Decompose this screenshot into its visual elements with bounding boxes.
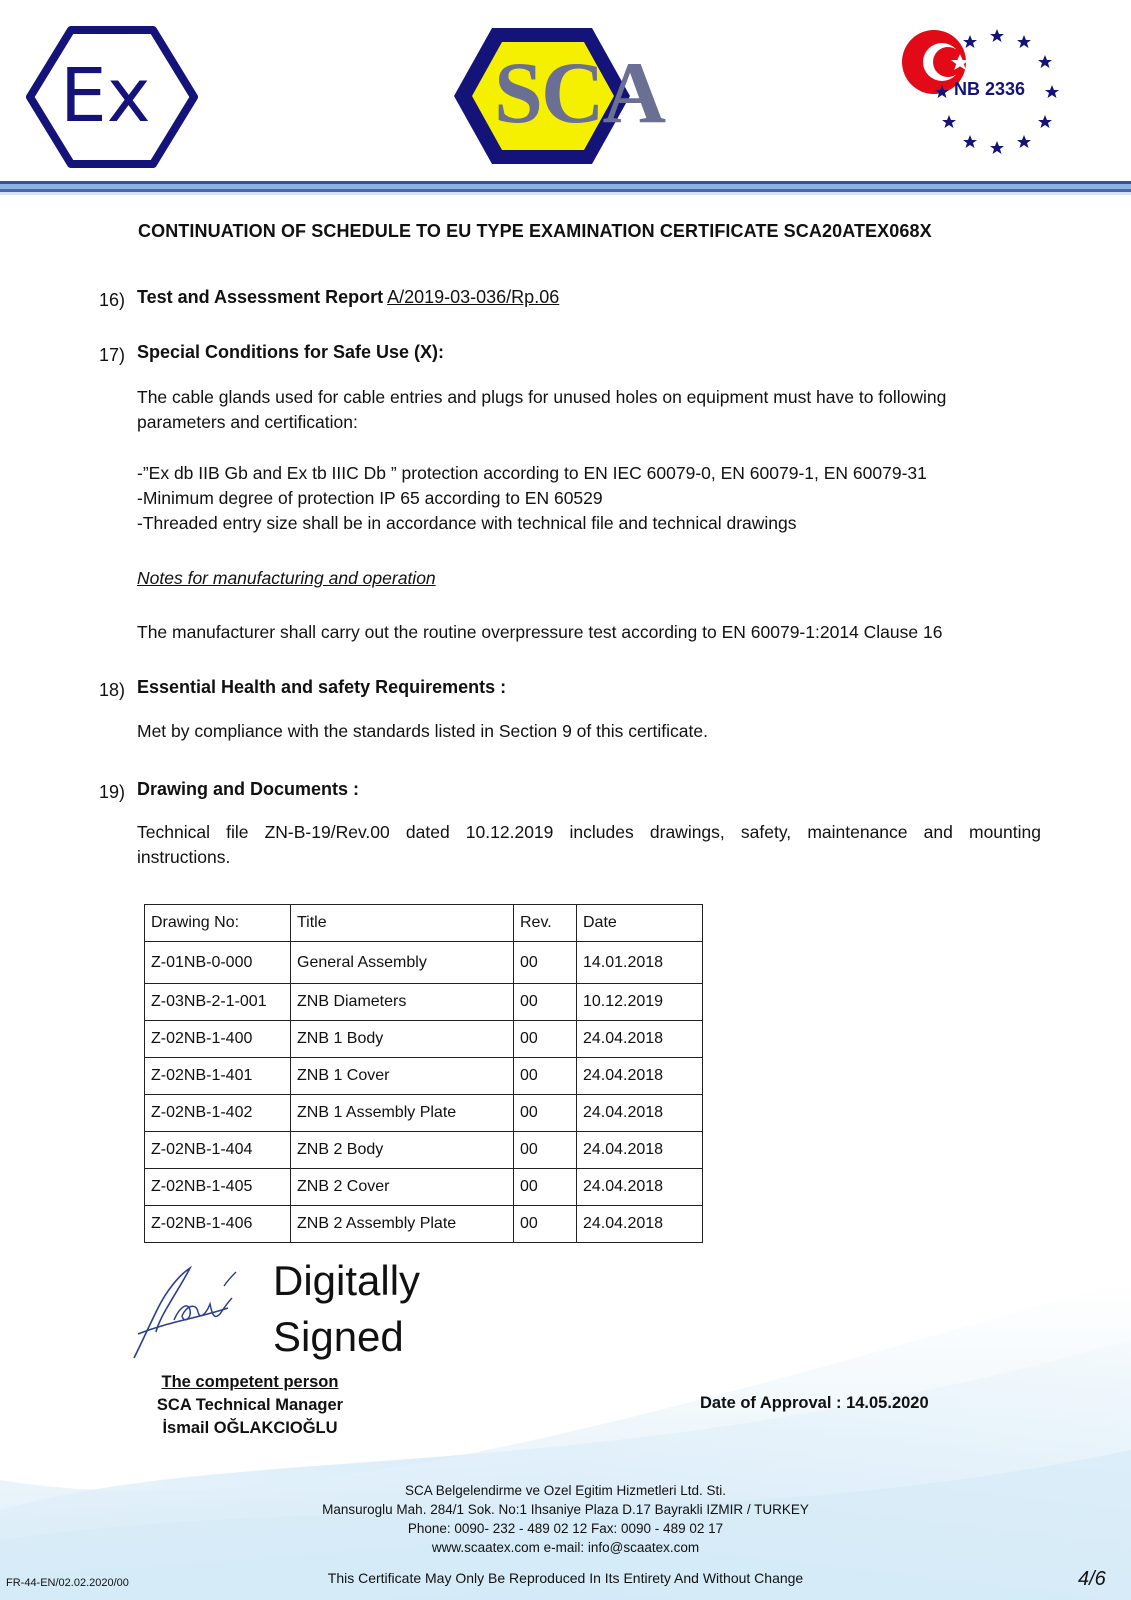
- title-cell: ZNB 1 Assembly Plate: [291, 1095, 514, 1132]
- section-19-number: 19): [99, 782, 126, 802]
- ex-logo: [26, 26, 198, 168]
- table-row: [145, 1169, 703, 1206]
- signatory-title: SCA Technical Manager: [156, 1396, 344, 1414]
- title-cell: ZNB 2 Body: [291, 1132, 514, 1169]
- table-row: [145, 984, 703, 1021]
- section-17-bullet-3: -Threaded entry size shall be in accordance with technical file and technical drawings: [137, 513, 797, 533]
- section-17-bullet-2: -Minimum degree of protection IP 65 according to EN 60529: [137, 488, 603, 508]
- rev-cell: 00: [514, 1058, 577, 1095]
- competent-person-heading: The competent person: [161, 1373, 339, 1391]
- header-cell: Date: [577, 905, 703, 942]
- section-19-text-line1-content: Technical file ZN-B-19/Rev.00 dated 10.12.2019 includes drawings, safety, maintenance and mounting: [137, 822, 1041, 842]
- footer-address: Mansuroglu Mah. 284/1 Sok. No:1 Ihsaniye Plaza D.17 Bayrakli IZMIR / TURKEY: [322, 1502, 809, 1517]
- section-18-text: Met by compliance with the standards listed in Section 9 of this certificate.: [137, 721, 708, 741]
- drawing-no-cell: Z-03NB-2-1-001: [145, 984, 291, 1021]
- table-row: [145, 1132, 703, 1169]
- table-header-row: [145, 905, 703, 942]
- date-cell: 14.01.2018: [577, 942, 703, 984]
- footer-phone: Phone: 0090- 232 - 489 02 12 Fax: 0090 - 489 02 17: [407, 1521, 724, 1536]
- digitally-signed-line1: Digitally: [273, 1257, 421, 1304]
- header-cell: Rev.: [514, 905, 577, 942]
- rev-cell: 00: [514, 1021, 577, 1058]
- section-19-text-line2: instructions.: [137, 847, 231, 867]
- drawings-table: [144, 904, 703, 1243]
- section-16-number: 16): [99, 290, 126, 310]
- sca-logo-text: SCA: [494, 45, 665, 142]
- title-cell: General Assembly: [291, 942, 514, 984]
- sca-logo: [452, 26, 682, 166]
- section-16-heading-line: [137, 287, 559, 308]
- date-cell: 24.04.2018: [577, 1206, 703, 1243]
- section-16-heading: Test and Assessment Report: [137, 287, 384, 307]
- section-17-para1-line1: The cable glands used for cable entries and plugs for unused holes on equipment must have to following: [137, 387, 947, 407]
- header-cell: Drawing No:: [145, 905, 291, 942]
- date-cell: 10.12.2019: [577, 984, 703, 1021]
- section-17-bullet-1: -”Ex db IIB Gb and Ex tb IIIC Db ” protection according to EN IEC 60079-0, EN 60079-1, EN 60079-31: [137, 463, 927, 483]
- footer-company: SCA Belgelendirme ve Ozel Egitim Hizmetleri Ltd. Sti.: [404, 1483, 727, 1498]
- table-row: [145, 1021, 703, 1058]
- drawing-no-cell: Z-02NB-1-406: [145, 1206, 291, 1243]
- drawing-no-cell: Z-02NB-1-402: [145, 1095, 291, 1132]
- section-17-heading: Special Conditions for Safe Use (X):: [137, 342, 445, 362]
- header-cell: Title: [291, 905, 514, 942]
- page-title: CONTINUATION OF SCHEDULE TO EU TYPE EXAMINATION CERTIFICATE SCA20ATEX068X: [138, 221, 932, 241]
- drawing-no-cell: Z-02NB-1-401: [145, 1058, 291, 1095]
- table-row: [145, 942, 703, 984]
- ex-logo-text: Ex: [60, 53, 151, 139]
- title-cell: ZNB 2 Assembly Plate: [291, 1206, 514, 1243]
- report-reference: A/2019-03-036/Rp.06: [387, 287, 560, 307]
- form-code: FR-44-EN/02.02.2020/00: [6, 1577, 129, 1589]
- title-cell: ZNB 2 Cover: [291, 1169, 514, 1206]
- handwritten-signature: [128, 1262, 246, 1362]
- page-number: 4/6: [1078, 1568, 1106, 1590]
- title-cell: ZNB Diameters: [291, 984, 514, 1021]
- drawing-no-cell: Z-02NB-1-400: [145, 1021, 291, 1058]
- rev-cell: 00: [514, 1169, 577, 1206]
- approval-date: Date of Approval : 14.05.2020: [700, 1394, 929, 1412]
- reproduction-disclaimer: This Certificate May Only Be Reproduced In Its Entirety And Without Change: [327, 1570, 804, 1586]
- table-row: [145, 1058, 703, 1095]
- signatory-name: İsmail OĞLAKCIOĞLU: [162, 1419, 338, 1437]
- nb-number: NB 2336: [954, 79, 1026, 99]
- section-19-heading: Drawing and Documents :: [137, 779, 360, 799]
- section-19-text-line1: [137, 820, 1041, 845]
- header-divider: [0, 181, 1131, 195]
- rev-cell: 00: [514, 942, 577, 984]
- notes-heading: Notes for manufacturing and operation: [137, 568, 436, 588]
- table-row: [145, 1206, 703, 1243]
- notified-body-logo: [900, 24, 1090, 164]
- date-cell: 24.04.2018: [577, 1021, 703, 1058]
- drawing-no-cell: Z-02NB-1-405: [145, 1169, 291, 1206]
- signatory-block: [150, 1371, 350, 1440]
- section-17-number: 17): [99, 345, 126, 365]
- section-17-para1-line2: parameters and certification:: [137, 412, 358, 432]
- section-18-number: 18): [99, 680, 126, 700]
- section-18-heading: Essential Health and safety Requirements :: [137, 677, 507, 697]
- drawing-no-cell: Z-01NB-0-000: [145, 942, 291, 984]
- notes-text: The manufacturer shall carry out the routine overpressure test according to EN 60079-1:2014 Clause 16: [137, 622, 943, 642]
- rev-cell: 00: [514, 984, 577, 1021]
- date-cell: 24.04.2018: [577, 1169, 703, 1206]
- title-cell: ZNB 1 Body: [291, 1021, 514, 1058]
- date-cell: 24.04.2018: [577, 1132, 703, 1169]
- title-cell: ZNB 1 Cover: [291, 1058, 514, 1095]
- date-cell: 24.04.2018: [577, 1095, 703, 1132]
- rev-cell: 00: [514, 1132, 577, 1169]
- footer-web-email: www.scaatex.com e-mail: info@scaatex.com: [431, 1540, 700, 1555]
- rev-cell: 00: [514, 1206, 577, 1243]
- digitally-signed-line2: Signed: [273, 1313, 404, 1360]
- date-cell: 24.04.2018: [577, 1058, 703, 1095]
- rev-cell: 00: [514, 1095, 577, 1132]
- drawing-no-cell: Z-02NB-1-404: [145, 1132, 291, 1169]
- table-row: [145, 1095, 703, 1132]
